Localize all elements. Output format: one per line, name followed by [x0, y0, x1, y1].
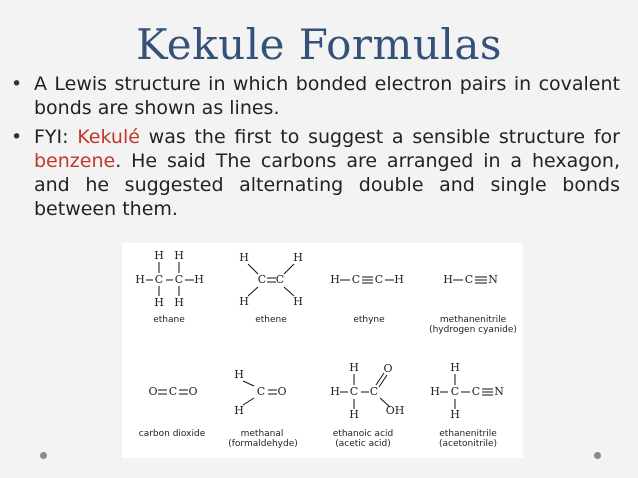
carbon-atom: C — [349, 385, 359, 398]
bullet-prefix: FYI: — [34, 126, 78, 148]
hydrogen-atom: H — [234, 404, 244, 417]
carbon-atom: C — [174, 273, 184, 286]
hydrogen-atom: H — [349, 408, 359, 421]
carbon-atom: C — [464, 273, 474, 286]
caption-methanal: methanal — [240, 429, 284, 439]
hydrogen-atom: H — [154, 296, 164, 309]
kekule-structures-figure — [122, 243, 523, 458]
bullet-item — [8, 72, 620, 120]
caption-ethyne: ethyne — [353, 315, 385, 325]
bullet-dot-icon: • — [11, 126, 23, 148]
caption-methanenitrile-alt: (hydrogen cyanide) — [429, 325, 517, 335]
bullet-text: A Lewis structure in which bonded electron pairs in covalent bonds are shown as lines. — [34, 73, 620, 119]
carbon-atom: C — [374, 273, 384, 286]
oxygen-atom: O — [383, 362, 393, 375]
carbon-atom: C — [154, 273, 164, 286]
hydrogen-atom: H — [194, 273, 204, 286]
carbon-atom: C — [450, 385, 460, 398]
nav-dot-left[interactable] — [40, 452, 47, 459]
oxygen-atom: O — [188, 385, 198, 398]
hydrogen-atom: H — [443, 273, 453, 286]
caption-ethanenitrile-alt: (acetonitrile) — [438, 439, 498, 449]
oxygen-atom: O — [277, 385, 287, 398]
hydrogen-atom: H — [293, 295, 303, 308]
carbon-atom: C — [351, 273, 361, 286]
bullet-mid: was the first to suggest a sensible structure for — [139, 126, 620, 148]
hydrogen-atom: H — [239, 251, 249, 264]
nav-dot-right[interactable] — [594, 452, 601, 459]
hydrogen-atom: H — [174, 249, 184, 262]
caption-ethane: ethane — [153, 315, 185, 325]
caption-ethanoic-acid-alt: (acetic acid) — [335, 439, 391, 449]
hydrogen-atom: H — [430, 385, 440, 398]
carbon-atom: C — [257, 273, 267, 286]
carbon-atom: C — [275, 273, 285, 286]
caption-ethanenitrile: ethanenitrile — [439, 429, 497, 439]
hydrogen-atom: H — [330, 273, 340, 286]
carbon-atom: C — [369, 385, 379, 398]
slide-title: Kekule Formulas — [136, 20, 502, 69]
hydroxyl-group: OH — [385, 404, 405, 417]
nitrogen-atom: N — [494, 385, 504, 398]
bullet-list — [8, 72, 620, 226]
caption-methanenitrile: methanenitrile — [439, 315, 507, 325]
caption-carbon-dioxide: carbon dioxide — [138, 429, 206, 439]
carbon-atom: C — [168, 385, 178, 398]
oxygen-atom: O — [148, 385, 158, 398]
caption-ethanoic-acid: ethanoic acid — [332, 429, 394, 439]
hydrogen-atom: H — [154, 249, 164, 262]
benzene-word: benzene — [34, 150, 116, 172]
bullet-rest: . He said The carbons are arranged in a hexagon, and he suggested alternating double and single bonds between them. — [34, 150, 620, 220]
hydrogen-atom: H — [174, 296, 184, 309]
caption-ethene: ethene — [255, 315, 287, 325]
bullet-dot-icon: • — [11, 73, 23, 95]
hydrogen-atom: H — [293, 251, 303, 264]
caption-methanal-alt: (formaldehyde) — [228, 439, 298, 449]
hydrogen-atom: H — [394, 273, 404, 286]
hydrogen-atom: H — [135, 273, 145, 286]
hydrogen-atom: H — [234, 368, 244, 381]
carbon-atom: C — [471, 385, 481, 398]
hydrogen-atom: H — [450, 408, 460, 421]
hydrogen-atom: H — [349, 361, 359, 374]
hydrogen-atom: H — [450, 361, 460, 374]
kekule-name: Kekulé — [77, 126, 140, 148]
carbon-atom: C — [256, 385, 266, 398]
bullet-item — [8, 125, 620, 221]
hydrogen-atom: H — [239, 295, 249, 308]
nitrogen-atom: N — [488, 273, 498, 286]
hydrogen-atom: H — [330, 385, 340, 398]
